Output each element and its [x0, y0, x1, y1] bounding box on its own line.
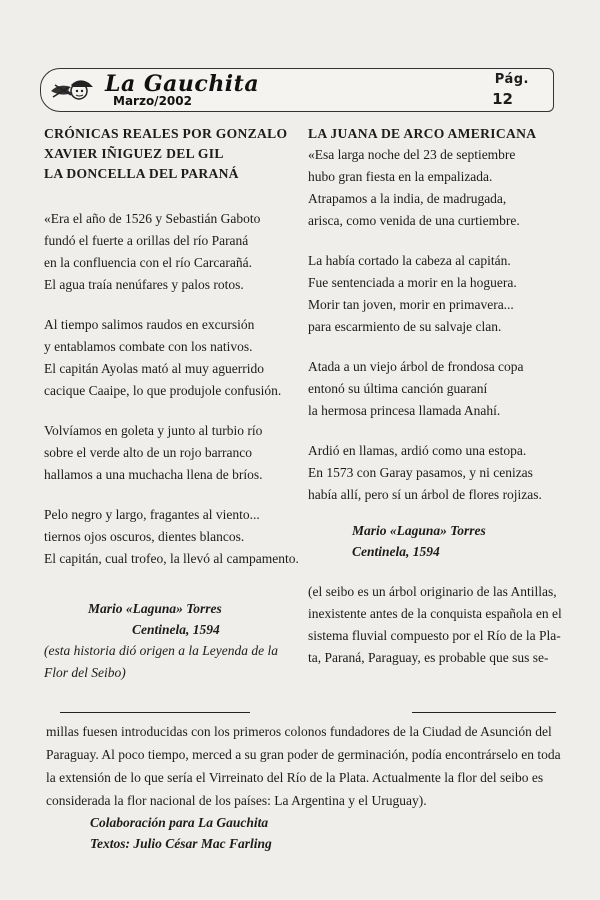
left-signature — [44, 598, 306, 640]
verse-line: arisca, como venida de una curtiembre. — [308, 213, 520, 228]
right-column — [308, 124, 560, 669]
verse-line: Volvíamos en goleta y junto al turbio río — [44, 423, 263, 438]
verse-line: El capitán, cual trofeo, la llevó al campamento. — [44, 551, 299, 566]
divider-left — [60, 712, 250, 713]
heading-line: LA DONCELLA DEL PARANÁ — [44, 166, 239, 181]
verse-line: Fue sentenciada a morir en la hoguera. — [308, 275, 517, 290]
note-line: Flor del Seibo) — [44, 665, 126, 680]
verse-line: La había cortado la cabeza al capitán. — [308, 253, 511, 268]
stanza — [44, 504, 306, 570]
stanza — [44, 208, 306, 296]
author-name: Mario «Laguna» Torres — [352, 523, 486, 538]
note-line: inexistente antes de la conquista española en el — [308, 606, 562, 621]
verse-line: cacique Caaipe, lo que produjole confusión. — [44, 383, 282, 398]
verse-line: Morir tan joven, morir en primavera... — [308, 297, 514, 312]
stanza — [308, 250, 560, 338]
verse-line: en la confluencia con el río Carcarañá. — [44, 255, 253, 270]
note-line: ta, Paraná, Paraguay, es probable que sus se- — [308, 650, 549, 665]
verse-line: tiernos ojos oscuros, dientes blancos. — [44, 529, 245, 544]
right-heading: LA JUANA DE ARCO AMERICANA — [308, 126, 537, 141]
page-number: 12 — [492, 90, 513, 108]
page-label: Pág. — [494, 72, 529, 87]
masthead — [40, 68, 554, 112]
verse-line: El agua traía nenúfares y palos rotos. — [44, 277, 244, 292]
heading-line: XAVIER IÑIGUEZ DEL GIL — [44, 146, 224, 161]
stanza — [44, 420, 306, 486]
divider-right — [412, 712, 556, 713]
verse-line: Atada a un viejo árbol de frondosa copa — [308, 359, 524, 374]
verse-line: hallamos a una muchacha llena de bríos. — [44, 467, 263, 482]
right-signature — [308, 520, 560, 562]
footnote-line: considerada la flor nacional de los países: La Argentina y el Uruguay). — [46, 793, 427, 808]
footnote-line: millas fuesen introducidas con los primeros colonos fundadores de la Ciudad de Asunción del — [46, 724, 552, 739]
verse-line: la hermosa princesa llamada Anahí. — [308, 403, 501, 418]
note-line: (esta historia dió origen a la Leyenda de la — [44, 643, 278, 658]
verse-line: y entablamos combate con los nativos. — [44, 339, 253, 354]
collaboration-credit: Colaboración para La Gauchita — [90, 815, 269, 830]
right-note — [308, 581, 560, 669]
footnote-line: Paraguay. Al poco tiempo, merced a su gran poder de germinación, podía encontrárselo en toda — [46, 747, 561, 762]
masthead-title: La Gauchita — [105, 71, 260, 97]
verse-line: Atrapamos a la india, de madrugada, — [308, 191, 507, 206]
verse-line: para escarmiento de su salvaje clan. — [308, 319, 502, 334]
verse-line: El capitán Ayolas mató al muy aguerrido — [44, 361, 264, 376]
heading-line: CRÓNICAS REALES POR GONZALO — [44, 126, 288, 141]
gaucho-logo-icon — [49, 75, 97, 107]
verse-line: fundó el fuerte a orillas del río Paraná — [44, 233, 249, 248]
note-line: sistema fluvial compuesto por el Río de la Pla- — [308, 628, 561, 643]
verse-line: había allí, pero sí un árbol de flores rojizas. — [308, 487, 542, 502]
verse-line: «Era el año de 1526 y Sebastián Gaboto — [44, 211, 261, 226]
left-column — [44, 124, 306, 684]
footnote-line: la extensión de lo que sería el Virreinato del Río de la Plata. Actualmente la flor del seibo es — [46, 770, 544, 785]
stanza — [308, 440, 560, 506]
texts-credit: Textos: Julio César Mac Farling — [90, 836, 272, 851]
verse-line: Al tiempo salimos raudos en excursión — [44, 317, 255, 332]
verse-line: entonó su última canción guaraní — [308, 381, 488, 396]
stanza — [44, 314, 306, 402]
note-line: (el seibo es un árbol originario de las Antillas, — [308, 584, 557, 599]
stanza — [308, 356, 560, 422]
masthead-date: Marzo/2002 — [113, 94, 192, 108]
verse-line: sobre el verde alto de un rojo barranco — [44, 445, 253, 460]
stanza — [308, 144, 560, 232]
author-source: Centinela, 1594 — [352, 544, 440, 559]
verse-line: Ardió en llamas, ardió como una estopa. — [308, 443, 527, 458]
verse-line: En 1573 con Garay pasamos, y ni cenizas — [308, 465, 533, 480]
left-heading — [44, 124, 306, 184]
verse-line: hubo gran fiesta en la empalizada. — [308, 169, 493, 184]
author-source: Centinela, 1594 — [132, 622, 220, 637]
verse-line: «Esa larga noche del 23 de septiembre — [308, 147, 516, 162]
left-note — [44, 640, 306, 684]
footnote — [46, 720, 560, 854]
verse-line: Pelo negro y largo, fragantes al viento... — [44, 507, 260, 522]
author-name: Mario «Laguna» Torres — [88, 601, 222, 616]
